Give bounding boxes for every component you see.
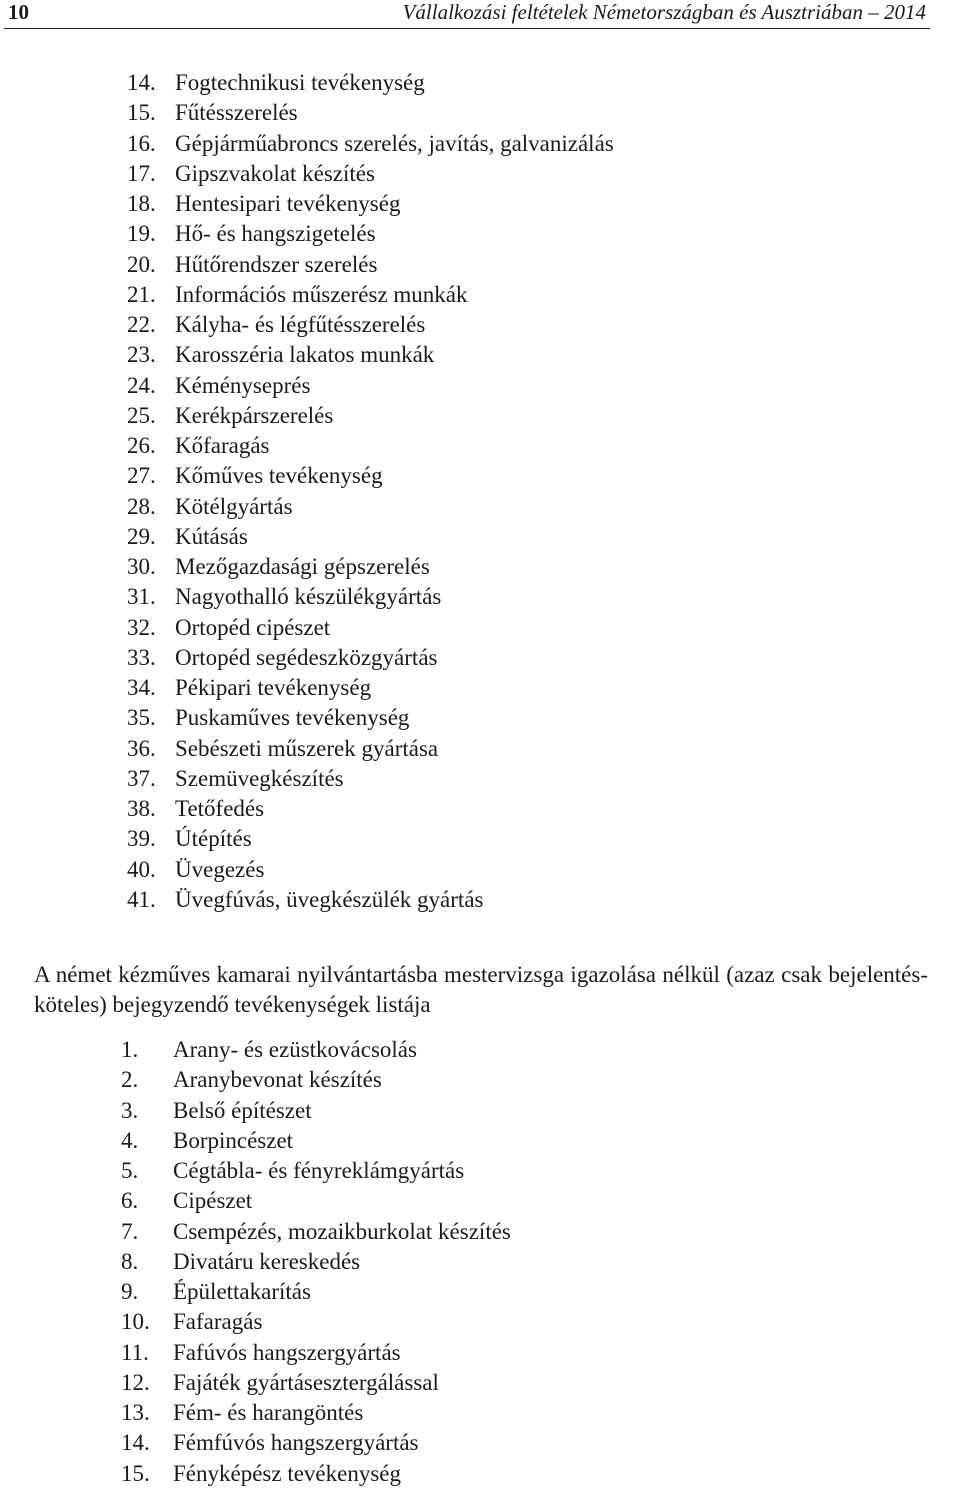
list-item	[127, 219, 614, 249]
list-item-number: 32.	[127, 614, 156, 640]
list-item-text: Pékipari tevékenység	[175, 675, 372, 700]
list-item-number: 24.	[127, 372, 156, 398]
list-item-number: 6.	[121, 1188, 139, 1214]
list-item	[121, 1156, 511, 1186]
list-item-number: 40.	[127, 856, 156, 882]
list-item-text: Üvegezés	[175, 856, 265, 882]
list-item-number: 14.	[127, 70, 156, 95]
list-item-text: Ortopéd cipészet	[175, 614, 331, 640]
list-item-text: Kéményseprés	[175, 372, 311, 398]
list-item-number: 2.	[121, 1067, 139, 1093]
list-item	[121, 1065, 511, 1095]
list-item-number: 9.	[121, 1279, 139, 1304]
list-item-text: Hő- és hangszigetelés	[175, 221, 376, 247]
list-item	[121, 1096, 511, 1126]
list-item-text: Üvegfúvás, üvegkészülék gyártás	[175, 886, 484, 912]
list-item-number: 15.	[121, 1460, 150, 1486]
list-item	[127, 552, 614, 582]
list-item	[121, 1186, 511, 1216]
list-item-number: 19.	[127, 221, 156, 247]
list-item-number: 11.	[121, 1339, 149, 1365]
list-item-number: 31.	[127, 584, 156, 610]
list-item-number: 14.	[121, 1430, 150, 1456]
list-item	[127, 824, 614, 854]
list-item-number: 5.	[121, 1158, 139, 1183]
list-item	[127, 189, 614, 219]
list-item-text: Cipészet	[173, 1188, 253, 1214]
list-item	[127, 522, 614, 552]
list-item-number: 35.	[127, 705, 156, 731]
notifiable-activities-list	[121, 1035, 511, 1489]
list-item-number: 16.	[127, 130, 156, 156]
list-item	[127, 764, 614, 794]
list-item-number: 17.	[127, 160, 156, 186]
list-item-number: 39.	[127, 826, 156, 852]
list-item-text: Fűtésszerelés	[175, 100, 298, 126]
list-item-number: 8.	[121, 1248, 139, 1274]
header-rule	[4, 28, 930, 29]
list-item-text: Kerékpárszerelés	[175, 402, 334, 428]
list-item-text: Fajáték gyártásesztergálással	[173, 1369, 439, 1395]
list-item	[127, 643, 614, 673]
list-item-number: 25.	[127, 402, 156, 428]
list-item-text: Karosszéria lakatos munkák	[175, 342, 435, 368]
section-paragraph: A német kézműves kamarai nyilvántartásba mestervizsga igazolása nélkül (azaz csak bejelentés-köteles) bejegyzendő tevékenységek listája	[34, 962, 928, 1017]
list-item-number: 23.	[127, 342, 156, 368]
list-item	[121, 1247, 511, 1277]
list-item	[127, 340, 614, 370]
list-item	[121, 1398, 511, 1428]
list-item-text: Kútásás	[175, 523, 248, 549]
list-item-text: Fém- és harangöntés	[173, 1400, 364, 1425]
list-item-text: Fafúvós hangszergyártás	[173, 1339, 401, 1365]
list-item-number: 13.	[121, 1400, 150, 1425]
list-item-text: Mezőgazdasági gépszerelés	[175, 554, 430, 579]
list-item	[121, 1368, 511, 1398]
list-item-number: 38.	[127, 796, 156, 821]
list-item-text: Sebészeti műszerek gyártása	[175, 735, 439, 761]
list-item	[121, 1277, 511, 1307]
list-item-number: 21.	[127, 281, 156, 307]
list-item	[127, 371, 614, 401]
list-item	[127, 461, 614, 491]
list-item-number: 20.	[127, 251, 156, 277]
list-item	[127, 855, 614, 885]
list-item-text: Tetőfedés	[175, 796, 265, 821]
page-header	[0, 0, 960, 28]
list-item-text: Arany- és ezüstkovácsolás	[173, 1037, 417, 1062]
list-item-text: Hentesipari tevékenység	[175, 191, 401, 216]
list-item-text: Kötélgyártás	[175, 493, 293, 519]
list-item	[121, 1459, 511, 1489]
list-item	[127, 734, 614, 764]
list-item-text: Kőműves tevékenység	[175, 463, 383, 489]
list-item-number: 22.	[127, 312, 156, 337]
list-item-number: 29.	[127, 523, 156, 549]
list-item	[127, 401, 614, 431]
list-item-number: 37.	[127, 765, 156, 791]
list-item	[121, 1217, 511, 1247]
list-item-text: Borpincészet	[173, 1127, 294, 1153]
list-item-text: Gépjárműabroncs szerelés, javítás, galvanizálás	[175, 130, 614, 156]
list-item-number: 36.	[127, 735, 156, 761]
list-item	[127, 250, 614, 280]
list-item	[121, 1307, 511, 1337]
list-item	[121, 1126, 511, 1156]
running-title: Vállalkozási feltételek Németországban és Ausztriában – 2014	[402, 0, 926, 24]
list-item-number: 30.	[127, 554, 156, 579]
list-item-number: 26.	[127, 433, 156, 458]
list-item-text: Divatáru kereskedés	[173, 1248, 361, 1274]
list-item	[127, 492, 614, 522]
list-item-text: Nagyothalló készülékgyártás	[175, 584, 442, 610]
list-item-text: Puskaműves tevékenység	[175, 705, 410, 731]
list-item	[121, 1338, 511, 1368]
list-item-number: 18.	[127, 191, 156, 216]
list-item	[127, 794, 614, 824]
list-item-text: Kőfaragás	[175, 433, 270, 458]
list-item	[121, 1428, 511, 1458]
list-item-number: 15.	[127, 100, 156, 126]
list-item	[127, 98, 614, 128]
list-item-number: 27.	[127, 463, 156, 489]
list-item-number: 7.	[121, 1218, 139, 1244]
list-item-text: Fafaragás	[173, 1309, 263, 1335]
list-item	[127, 582, 614, 612]
list-item	[127, 159, 614, 189]
list-item	[127, 703, 614, 733]
list-item-text: Szemüvegkészítés	[175, 765, 344, 791]
list-item-number: 10.	[121, 1309, 150, 1335]
list-item-text: Hűtőrendszer szerelés	[175, 251, 378, 277]
list-item	[127, 310, 614, 340]
list-item-text: Csempézés, mozaikburkolat készítés	[173, 1218, 511, 1244]
list-item-number: 28.	[127, 493, 156, 519]
craft-list-continued	[127, 68, 614, 915]
list-item	[127, 129, 614, 159]
list-item-text: Aranybevonat készítés	[173, 1067, 382, 1093]
page-number: 10	[8, 0, 29, 24]
list-item-text: Kályha- és légfűtésszerelés	[175, 312, 426, 337]
list-item	[127, 613, 614, 643]
list-item-number: 1.	[121, 1037, 139, 1062]
list-item-text: Fogtechnikusi tevékenység	[175, 70, 425, 95]
list-item-text: Útépítés	[175, 826, 252, 852]
list-item	[127, 885, 614, 915]
list-item-text: Épülettakarítás	[173, 1279, 311, 1304]
list-item	[127, 280, 614, 310]
list-item-text: Fémfúvós hangszergyártás	[173, 1430, 419, 1456]
list-item-number: 3.	[121, 1097, 139, 1123]
list-item-text: Információs műszerész munkák	[175, 281, 468, 307]
list-item	[127, 673, 614, 703]
list-item-text: Cégtábla- és fényreklámgyártás	[173, 1158, 465, 1183]
list-item-number: 33.	[127, 644, 156, 670]
list-item-number: 34.	[127, 675, 156, 700]
list-item	[127, 431, 614, 461]
list-item-number: 12.	[121, 1369, 150, 1395]
list-item	[127, 68, 614, 98]
list-item	[121, 1035, 511, 1065]
list-item-text: Ortopéd segédeszközgyártás	[175, 644, 438, 670]
list-item-text: Gipszvakolat készítés	[175, 160, 375, 186]
list-item-number: 4.	[121, 1127, 139, 1153]
list-item-text: Fényképész tevékenység	[173, 1460, 402, 1486]
list-item-number: 41.	[127, 886, 156, 912]
list-item-text: Belső építészet	[173, 1097, 312, 1123]
